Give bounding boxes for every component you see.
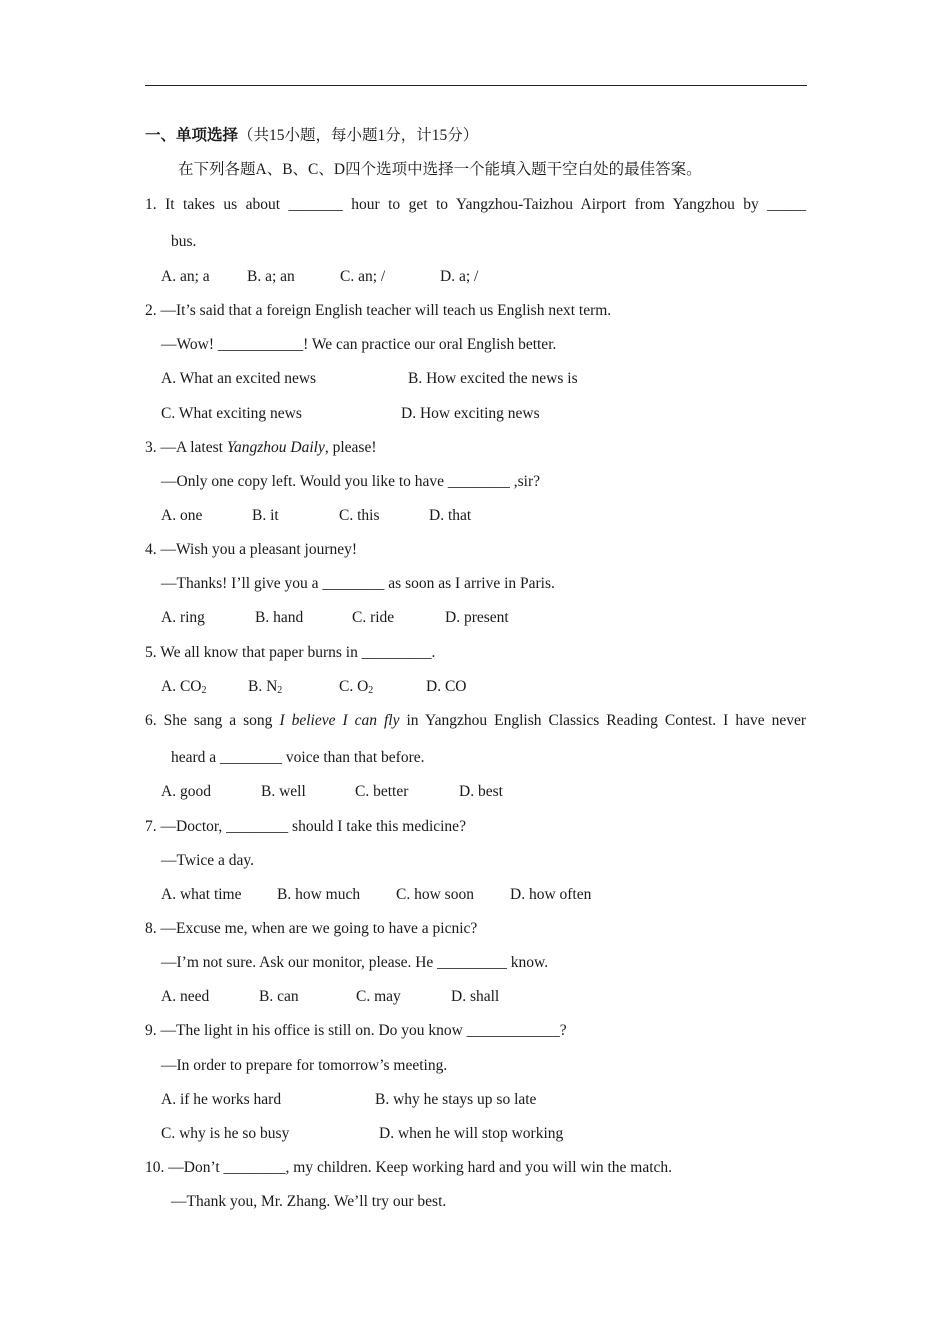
- option-d: D. how often: [510, 886, 592, 903]
- option-b: B. How excited the news is: [408, 370, 578, 387]
- option-c: C. an; /: [340, 268, 386, 285]
- question-2-response: —Wow! ___________! We can practice our oral English better.: [161, 336, 557, 353]
- newspaper-title: Yangzhou Daily: [226, 439, 325, 456]
- section-title-text: 一、单项选择: [145, 127, 239, 144]
- song-title: I believe I can fly: [279, 712, 400, 729]
- option-c: C. better: [355, 783, 409, 800]
- option-d: D. best: [459, 783, 503, 800]
- option-b: B. a; an: [247, 268, 295, 285]
- option-d: D. when he will stop working: [379, 1125, 564, 1142]
- option-b: B. can: [259, 988, 299, 1005]
- option-a: A. What an excited news: [161, 370, 317, 387]
- option-c: C. this: [339, 507, 380, 524]
- option-c: [339, 677, 373, 701]
- question-4-stem: 4. —Wish you a pleasant journey!: [145, 541, 358, 558]
- option-a: A. what time: [161, 886, 242, 903]
- option-d: D. How exciting news: [401, 405, 540, 422]
- question-10-response: —Thank you, Mr. Zhang. We’ll try our best.: [171, 1193, 447, 1210]
- option-d: D. that: [429, 507, 472, 524]
- stem-text: in Yangzhou English Classics Reading Contest. I have never: [399, 712, 806, 729]
- option-b: B. why he stays up so late: [375, 1091, 537, 1108]
- question-7-stem: 7. —Doctor, ________ should I take this medicine?: [145, 818, 466, 835]
- stem-text: 3. —A latest: [145, 439, 227, 456]
- option-b: B. well: [261, 783, 306, 800]
- question-2-stem: 2. —It’s said that a foreign English teacher will teach us English next term.: [145, 302, 612, 319]
- question-3-stem: [145, 438, 377, 458]
- option-text: C. O: [339, 678, 369, 695]
- stem-text: 6. She sang a song: [145, 712, 280, 729]
- section-scoring: （共15小题，每小题1分，计15分）: [238, 127, 479, 144]
- question-5-stem: 5. We all know that paper burns in _________.: [145, 644, 436, 661]
- option-a: A. ring: [161, 609, 205, 626]
- option-c: C. how soon: [396, 886, 474, 903]
- stem-text: , please!: [324, 439, 377, 456]
- question-9-response: —In order to prepare for tomorrow’s meeting.: [161, 1057, 448, 1074]
- option-c: C. may: [356, 988, 401, 1005]
- question-1-stem-cont: bus.: [171, 233, 197, 250]
- option-b: B. it: [252, 507, 279, 524]
- subscript: 2: [201, 685, 207, 696]
- question-1-stem: 1. It takes us about _______ hour to get to Yangzhou-Taizhou Airport from Yangzhou by _____: [145, 196, 806, 213]
- option-c: C. why is he so busy: [161, 1125, 290, 1142]
- option-a: A. if he works hard: [161, 1091, 282, 1108]
- option-c: C. What exciting news: [161, 405, 302, 422]
- header-rule: [145, 85, 807, 86]
- option-a: A. one: [161, 507, 203, 524]
- option-text: D. CO: [426, 678, 467, 695]
- subscript: 2: [277, 685, 283, 696]
- question-8-stem: 8. —Excuse me, when are we going to have a picnic?: [145, 920, 478, 937]
- option-c: C. ride: [352, 609, 395, 626]
- question-10-stem: 10. —Don’t ________, my children. Keep working hard and you will win the match.: [145, 1159, 673, 1176]
- option-d: D. a; /: [440, 268, 479, 285]
- question-6-stem: [145, 711, 806, 731]
- question-3-response: —Only one copy left. Would you like to have ________ ,sir?: [161, 473, 541, 490]
- option-b: [248, 677, 282, 701]
- question-6-stem-cont: heard a ________ voice than that before.: [171, 749, 425, 766]
- section-instruction: 在下列各题A、B、C、D四个选项中选择一个能填入题干空白处的最佳答案。: [178, 161, 702, 178]
- option-d: D. present: [445, 609, 509, 626]
- option-a: A. good: [161, 783, 211, 800]
- question-9-stem: 9. —The light in his office is still on. Do you know ____________?: [145, 1022, 567, 1039]
- question-8-response: —I’m not sure. Ask our monitor, please. He _________ know.: [161, 954, 549, 971]
- section-title: [145, 126, 478, 146]
- subscript: 2: [368, 685, 374, 696]
- option-a: A. need: [161, 988, 210, 1005]
- option-d: D. shall: [451, 988, 500, 1005]
- option-a: [161, 677, 206, 701]
- option-text: A. CO: [161, 678, 202, 695]
- option-text: B. N: [248, 678, 278, 695]
- option-b: B. how much: [277, 886, 361, 903]
- option-b: B. hand: [255, 609, 304, 626]
- question-4-response: —Thanks! I’ll give you a ________ as soon as I arrive in Paris.: [161, 575, 555, 592]
- question-7-response: —Twice a day.: [161, 852, 255, 869]
- option-a: A. an; a: [161, 268, 210, 285]
- option-d: [426, 677, 466, 697]
